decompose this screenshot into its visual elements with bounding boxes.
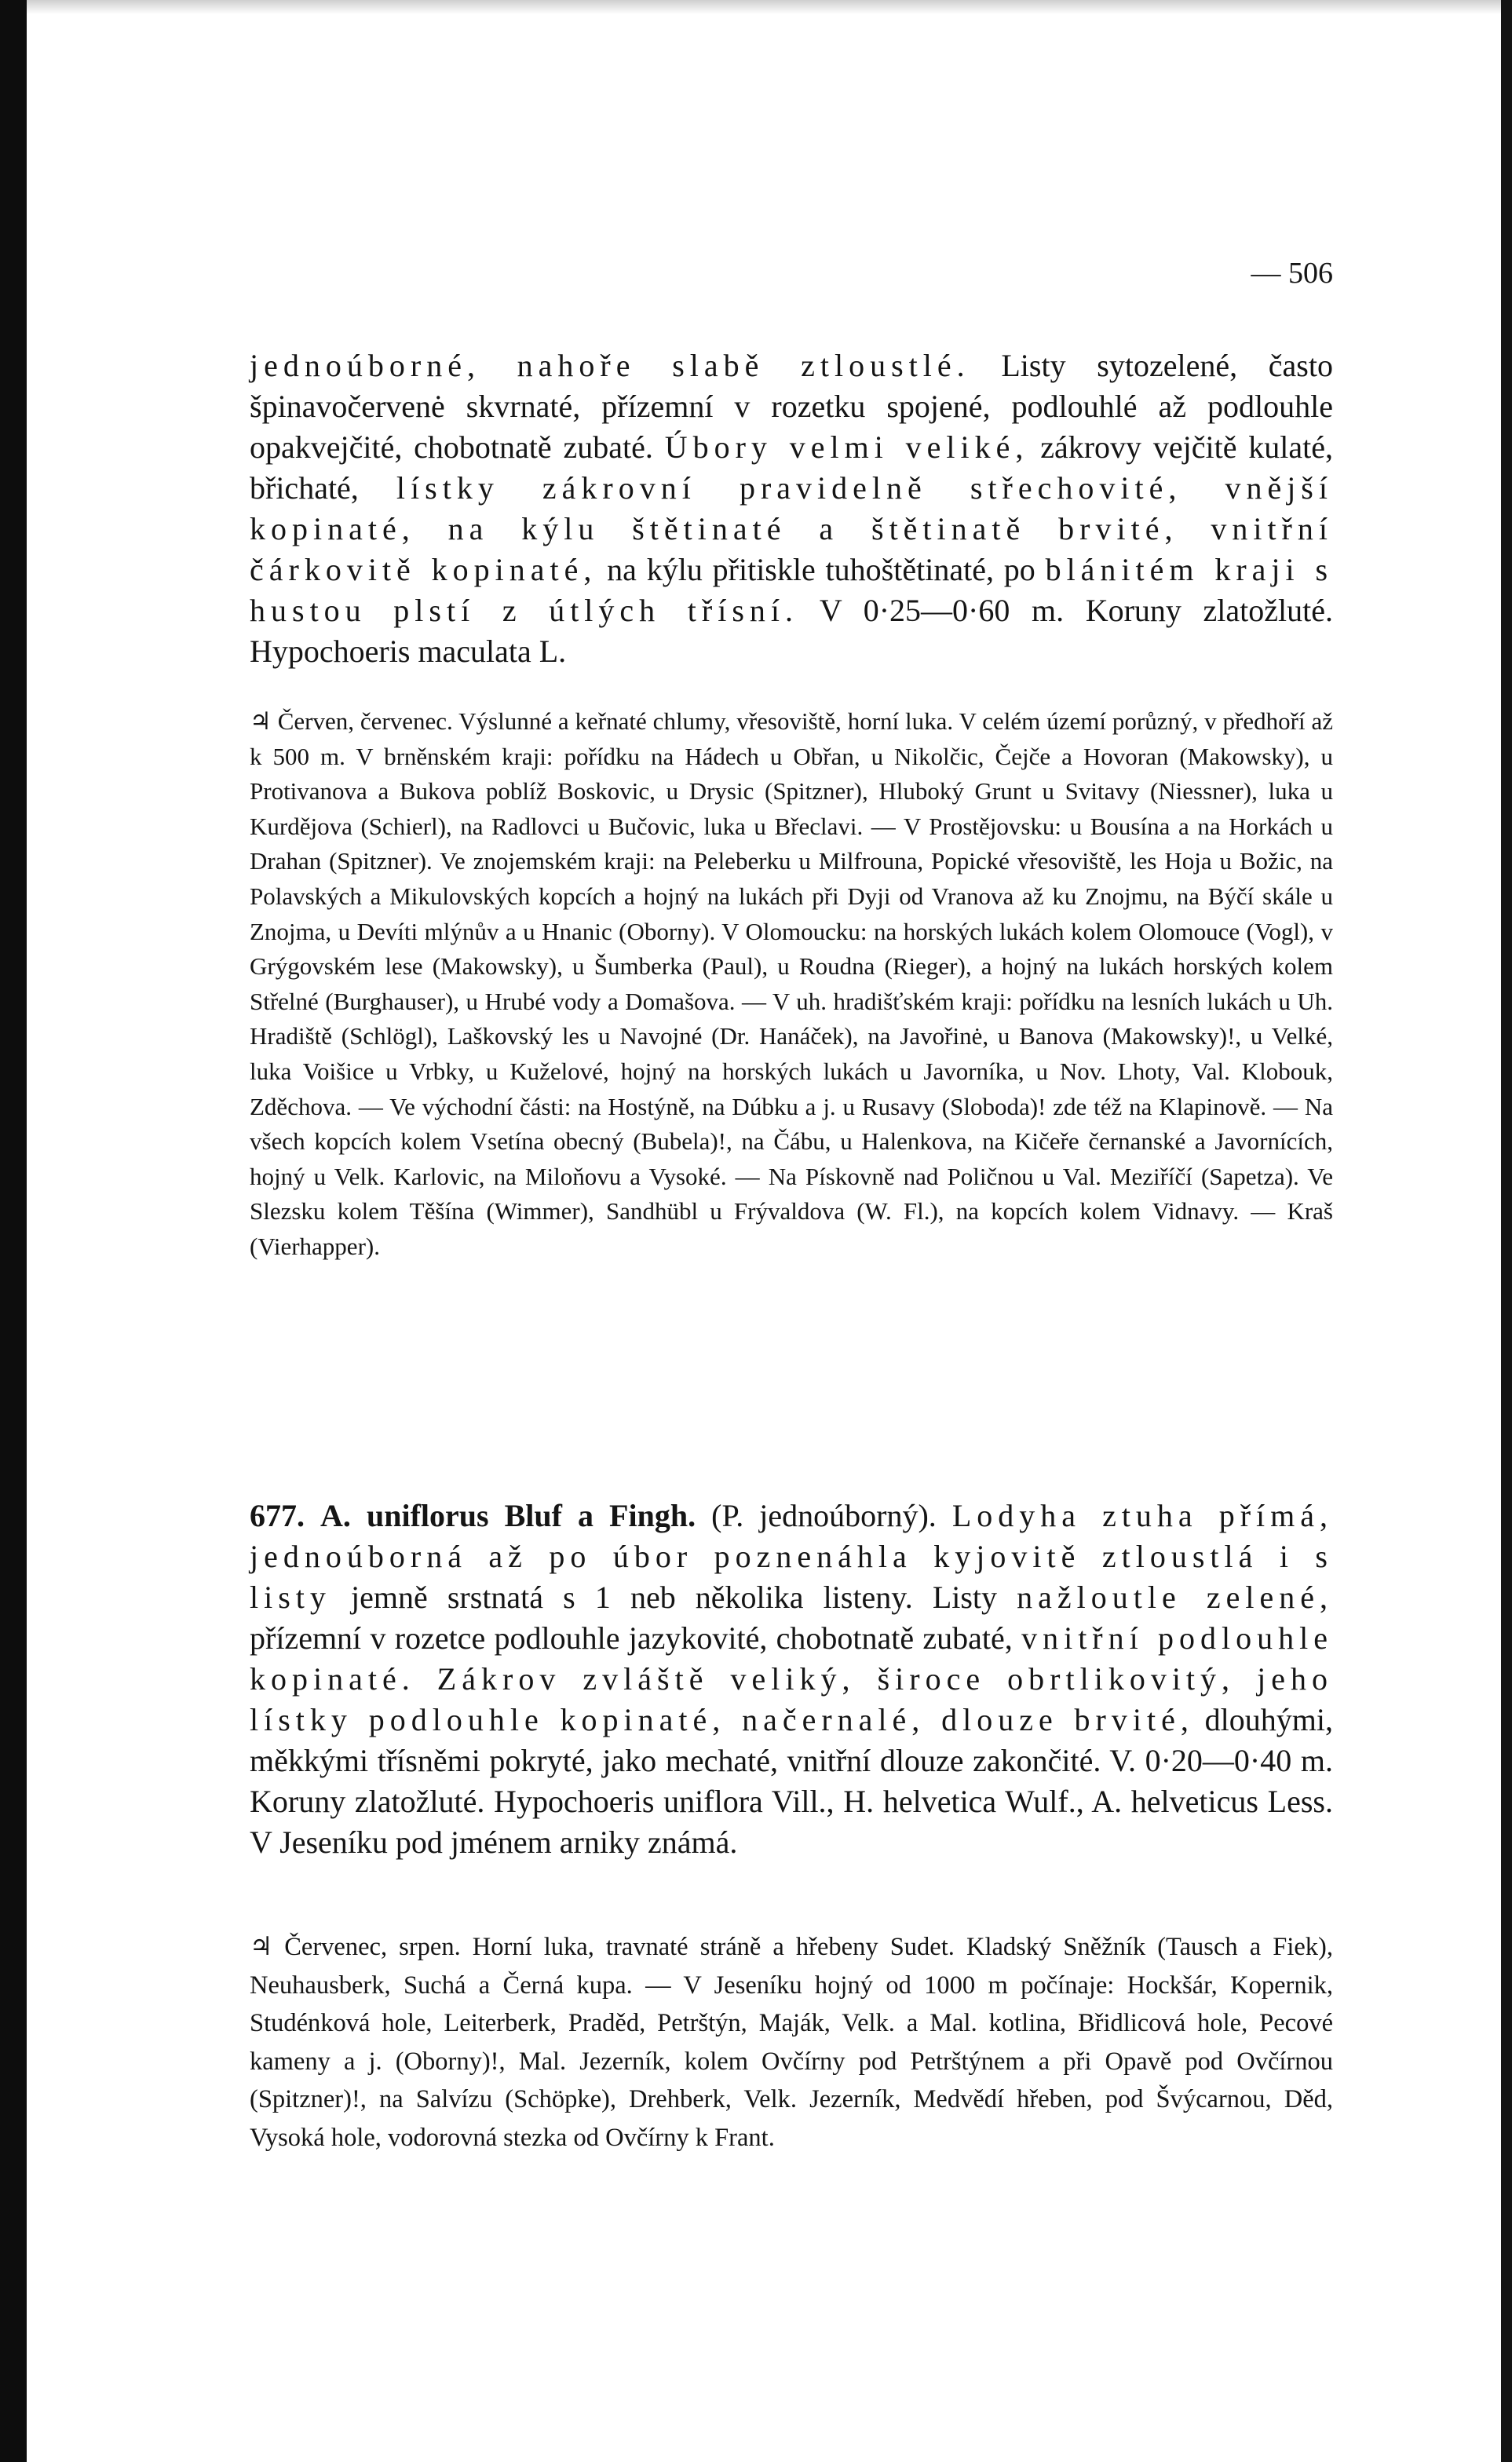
text-segment: zákrovy vejčitě kulaté, břichaté, [250, 429, 1333, 506]
text-segment: Lodyha ztuha přímá, jednoúborná až po úbor poznenáhla kyjovitě ztloustlá i s listy [250, 1498, 1334, 1615]
species-number: 677. [250, 1498, 305, 1533]
text-segment: nažloutle zelené, [1017, 1580, 1333, 1615]
text-segment: dlouhými, měkkými třísněmi pokryté, jako mechaté, vnitřní dlouze zakončité. V. 0·20—0·40 m. Koruny zlatožluté. Hypochoeris uniflora Vill., H. helvetica Wulf., A. helveticus Less. V Jeseníku pod jménem arniky známá. [250, 1702, 1334, 1860]
text-segment: blánitém kraji s hustou plstí z útlých třísní. [250, 552, 1334, 628]
paragraph-distribution-maculata: ♃ Červen, červenec. Výslunné a keřnaté chlumy, vřesoviště, horní luka. V celém území porůzný, v předhoří až k 500 m. V brněnském kraji: pořídku na Hádech u Obřan, u Nikolčic, Čejče a Hovoran (Makowsky), u Protivanova a Bukova poblíž Boskovic, u Drysic (Spitzner), Hluboký Grunt u Svitavy (Niessner), luka u Kurdějova (Schierl), na Radlovci u Bučovic, luka u Břeclavi. — V Prostějovsku: u Bousína a na Horkách u Drahan (Spitzner). Ve znojemském kraji: na Peleberku u Milfrouna, Popické vřesoviště, les Hoja u Božic, na Polavských a Mikulovských kopcích a hojný na lukách při Dyji od Vranova až ku Znojmu, na Býčí skále u Znojma, u Devíti mlýnův a u Hnanic (Oborny). V Olomoucku: na horských lukách kolem Olomouce (Vogl), v Grýgovském lese (Makowsky), u Šumberka (Paul), u Roudna (Rieger), a hojný na lukách horských kolem Střelné (Burghauser), u Hrubé vody a Domašova. — V uh. hradišťském kraji: pořídku na lesních lukách u Uh. Hradiště (Schlögl), Laškovský les u Navojné (Dr. Hanáček), na Javořinė, u Banova (Makowsky)!, u Velké, luka Voišice u Vrbky, u Kuželové, hojný na horských lukách u Javorníka, u Nov. Lhoty, Val. Klobouk, Zděchova. — Ve východní části: na Hostýně, na Dúbku a j. u Rusavy (Sloboda)! zde též na Klapinově. — Na všech kopcích kolem Vsetína obecný (Bubela)!, na Čábu, u Halenkova, na Kičeře černanské a Javornících, hojný u Velk. Karlovic, na Miloňovu a Vysoké. — Na Pískovně nad Poličnou u Val. Meziříčí (Sapetza). Ve Slezsku kolem Těšína (Wimmer), Sandhübl u Frývaldova (W. Fl.), na kopcích kolem Vidnavy. — Kraš (Vierhapper). [250, 707, 1333, 1260]
text-segment: jednoúborné, nahoře slabě ztloustlé. [250, 348, 970, 383]
paragraph-distribution-uniflorus: ♃ Červenec, srpen. Horní luka, travnaté stráně a hřebeny Sudet. Kladský Sněžník (Tausch a Fiek), Neuhausberk, Suchá a Černá kupa. — V Jeseníku hojný od 1000 m počínaje: Hockšár, Kopernik, Studénková hole, Leiterberk, Praděd, Petrštýn, Maják, Velk. a Mal. kotlina, Břidlicová hole, Pecové kameny a j. (Oborny)!, Mal. Jezerník, kolem Ovčírny pod Petrštýnem a při Opavě pod Ovčírnou (Spitzner)!, na Salvízu (Schöpke), Drehberk, Velk. Jezerník, Medvědí hřeben, pod Švýcarnou, Děd, Vysoká hole, vodorovná stezka od Ovčírny k Frant. [250, 1933, 1333, 2152]
text-segment: na kýlu přitiskle tuhoštětinaté, po [597, 552, 1046, 587]
text-segment: Úbory velmi veliké, [664, 429, 1029, 465]
species-common-name: (P. jednoúborný). [696, 1498, 952, 1533]
text-segment: lístky zákrovní pravidelně střechovité, vnější kopinaté, na kýlu štětinaté a štětinatě brvité, vnitřní čárkovitě kopinaté, [250, 470, 1333, 587]
text-segment: přízemní v rozetce podlouhle jazykovité, chobotnatě zubaté, [250, 1620, 1022, 1656]
scan-edge-right [1501, 0, 1512, 2462]
text-segment: vnitřní podlouhle kopinaté. Zákrov zvláště veliký, široce obrtlikovitý, jeho lístky podlouhle kopinaté, načernalé, dlouze brvité, [250, 1620, 1334, 1737]
species-name: A. uniflorus Bluf a Fingh. [320, 1498, 696, 1533]
text-segment: jemně srstnatá s 1 neb několika listeny. Listy [331, 1580, 1017, 1615]
text-segment: Listy sytozelené, často špinavočervenė skvrnaté, přízemní v rozetku spojené, podlouhlé až podlouhle opakvejčité, chobotnatě zubaté. [250, 348, 1333, 465]
scan-edge-left [0, 0, 27, 2462]
scan-edge-top [0, 0, 1512, 14]
paragraph-description-maculata [250, 345, 1333, 672]
paragraph-species-uniflorus [250, 1496, 1333, 1863]
text-segment: V 0·25—0·60 m. Koruny zlatožluté. Hypochoeris maculata L. [250, 593, 1334, 669]
page-number: — 506 [1251, 257, 1333, 290]
